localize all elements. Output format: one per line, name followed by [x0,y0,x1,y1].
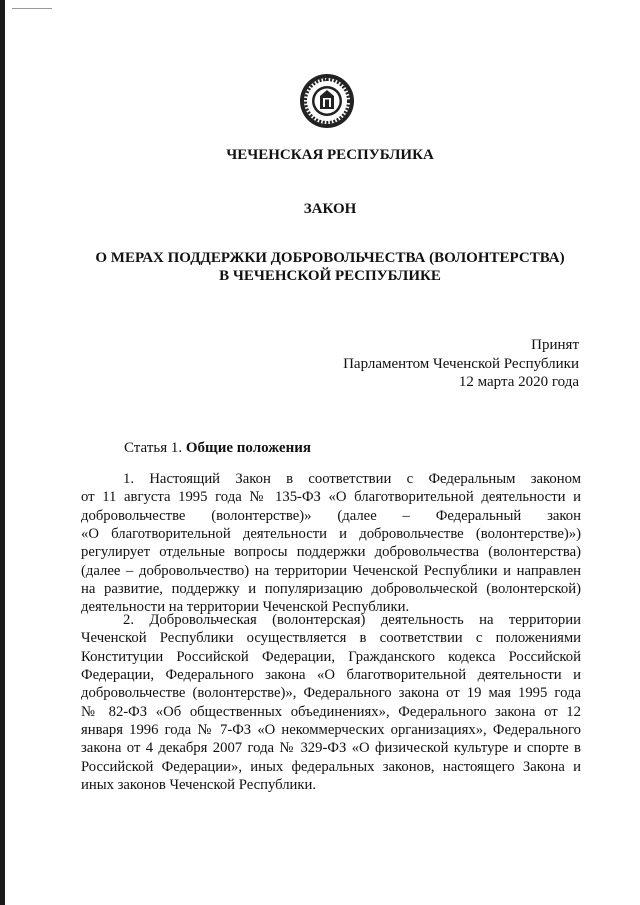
paragraph-line: № 82-ФЗ «Об общественных объединениях», Федерального закона от 12 [81,703,581,720]
scan-border [0,0,5,905]
republic-heading: ЧЕЧЕНСКАЯ РЕСПУБЛИКА [226,147,434,163]
paragraph-line: на развитие, поддержку и популяризацию добровольческой (волонтерской) [81,581,581,598]
paragraph-line: «О благотворительной деятельности и добровольчестве (волонтерстве)») [81,526,581,543]
paragraph-line: Чеченской Республики осуществляется в соответствии с положениями [81,630,581,647]
paragraph-line: деятельности на территории Чеченской Республики. [81,599,410,616]
paragraph-line: Федерации, Федерального закона «О благотворительной деятельности и [81,667,581,684]
paragraph-line: Российской Федерации», иных федеральных законов, настоящего Закона и [81,758,581,775]
scan-mark [12,8,52,9]
article-paragraph-1 [81,470,581,617]
adoption-line: Парламентом Чеченской Республики [343,355,579,372]
article-heading [124,439,311,457]
law-title-line-1: О МЕРАХ ПОДДЕРЖКИ ДОБРОВОЛЬЧЕСТВА (ВОЛОНТЕРСТВА) [95,250,565,266]
paragraph-line: добровольчестве (волонтерстве)» (далее – Федеральный закон [81,507,581,524]
law-title-line-2: В ЧЕЧЕНСКОЙ РЕСПУБЛИКЕ [219,268,441,284]
paragraph-line: Конституции Российской Федерации, Гражданского кодекса Российской [81,648,581,665]
paragraph-line: иных законов Чеченской Республики. [81,777,317,794]
paragraph-line: 1. Настоящий Закон в соответствии с Федеральным законом [123,471,581,487]
paragraph-line: регулирует отдельные вопросы поддержки добровольчества (волонтерства) [81,544,581,561]
adoption-line: Принят [531,337,579,353]
paragraph-line: от 11 августа 1995 года № 135-ФЗ «О благотворительной деятельности и [81,489,581,506]
paragraph-line: добровольчестве (волонтерстве)», Федерального закона от 19 мая 1995 года [81,685,581,702]
paragraph-line: закона от 4 декабря 2007 года № 329-ФЗ «О физической культуре и спорте в [81,740,581,757]
article-title: Общие положения [185,440,311,456]
adoption-date: 12 марта 2020 года [458,374,579,390]
paragraph-line: января 1996 года № 7-ФЗ «О некоммерческих организациях», Федерального [81,722,581,739]
article-number: Статья 1. [124,440,183,456]
coat-of-arms-emblem [299,72,355,130]
paragraph-line: 2. Добровольческая (волонтерская) деятельность на территории [123,612,581,628]
paragraph-line: (далее – добровольчество) на территории Чеченской Республики и направлен [81,562,581,579]
article-paragraph-2 [81,611,581,794]
document-type-heading: ЗАКОН [303,201,357,217]
adoption-block [343,336,579,392]
